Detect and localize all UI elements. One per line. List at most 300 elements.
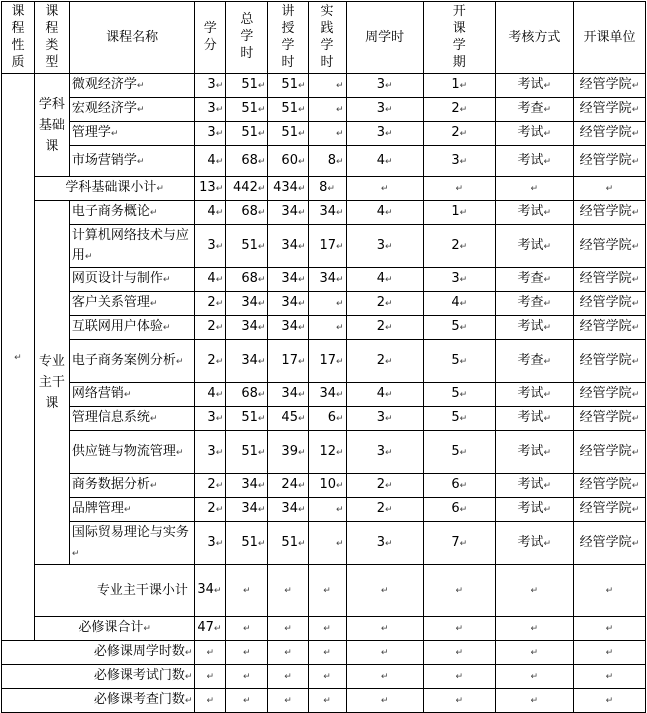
course-name-text: 供应链与物流管理: [71, 443, 176, 459]
credits-cell: [195, 522, 226, 565]
assessment-cell-text: 考试: [517, 152, 544, 168]
assessment-cell: [495, 98, 573, 122]
paragraph-mark-icon: ↵: [257, 447, 266, 458]
assessment-cell-text: 考试: [517, 410, 544, 425]
department-cell: [573, 340, 645, 383]
paragraph-mark-icon: ↵: [162, 275, 171, 285]
paragraph-mark-icon: ↵: [631, 538, 640, 549]
practice-hours-cell: [308, 498, 346, 522]
paragraph-mark-icon: ↵: [385, 447, 393, 458]
paragraph-mark-icon: ↵: [284, 648, 292, 658]
credits-cell-text: 3: [207, 101, 216, 116]
department-cell-text: 经管学院: [579, 477, 632, 492]
semester-cell-text: 6: [451, 477, 460, 492]
credits-cell: [195, 340, 226, 383]
course-row: [2, 98, 646, 122]
credits-cell-text: 2: [207, 477, 216, 492]
empty-cell: [195, 665, 226, 689]
category-core-text: 专业主干课: [38, 354, 65, 411]
credits-cell-text: 4: [207, 386, 216, 401]
assessment-cell-text: 考试: [517, 125, 544, 140]
paragraph-mark-icon: ↵: [530, 184, 539, 194]
practice-hours-cell-text: 10: [319, 477, 337, 492]
paragraph-mark-icon: ↵: [149, 414, 158, 424]
department-cell: [573, 474, 645, 498]
lecture-hours-cell-text: 51: [281, 77, 298, 92]
paragraph-mark-icon: ↵: [215, 447, 224, 458]
summary-label-text: 必修课考查门数: [93, 692, 185, 707]
lecture-hours-cell: [268, 201, 308, 225]
assessment-cell-text: 考查: [517, 295, 544, 310]
paragraph-mark-icon: ↵: [455, 696, 463, 706]
basic-subtotal-label: [34, 177, 194, 201]
paragraph-mark-icon: ↵: [631, 81, 640, 91]
paragraph-mark-icon: ↵: [455, 648, 463, 658]
empty-cell: [308, 689, 346, 713]
assessment-cell-text: 考试: [517, 77, 544, 92]
paragraph-mark-icon: ↵: [543, 414, 552, 424]
credits-cell: [195, 146, 226, 177]
required-total-credits-text: 47: [197, 620, 214, 635]
nature-cell: [2, 74, 35, 641]
paragraph-mark-icon: ↵: [257, 81, 266, 91]
course-row: [2, 316, 646, 340]
lecture-hours-cell-text: 51: [281, 101, 298, 116]
basic-subtotal-practice-text: 8: [319, 180, 328, 195]
summary-row: [2, 689, 646, 713]
paragraph-mark-icon: ↵: [297, 414, 306, 424]
paragraph-mark-icon: ↵: [336, 447, 344, 458]
paragraph-mark-icon: ↵: [380, 648, 389, 658]
paragraph-mark-icon: ↵: [543, 208, 552, 218]
semester-cell-text: 4: [451, 295, 460, 310]
lecture-hours-cell: [268, 407, 308, 431]
empty-cell: [495, 689, 573, 713]
empty-cell: [226, 641, 268, 665]
empty-cell: [423, 689, 495, 713]
weekly-hours-cell: [346, 122, 423, 146]
total-hours-cell-text: 34: [241, 319, 258, 334]
paragraph-mark-icon: ↵: [206, 696, 215, 706]
total-hours-cell: [226, 98, 268, 122]
department-cell: [573, 122, 645, 146]
paragraph-mark-icon: ↵: [605, 696, 614, 706]
paragraph-mark-icon: ↵: [323, 624, 331, 634]
department-cell-text: 经管学院: [579, 237, 632, 253]
credits-cell: [195, 316, 226, 340]
practice-hours-cell-text: 8: [327, 152, 337, 168]
semester-cell: [423, 122, 495, 146]
paragraph-mark-icon: ↵: [385, 356, 393, 367]
empty-cell: [268, 641, 308, 665]
total-hours-cell-text: 51: [241, 77, 258, 92]
course-name-text: 网页设计与制作: [71, 271, 163, 286]
credits-cell-text: 2: [207, 319, 216, 334]
semester-cell-text: 2: [451, 101, 460, 116]
core-subtotal-credits-text: 34: [197, 582, 214, 597]
lecture-hours-cell: [268, 340, 308, 383]
total-hours-cell: [226, 474, 268, 498]
department-cell: [573, 522, 645, 565]
credits-cell: [195, 122, 226, 146]
weekly-hours-cell-text: 3: [376, 101, 386, 116]
paragraph-mark-icon: ↵: [543, 481, 552, 491]
empty-cell: [226, 617, 268, 641]
semester-cell: [423, 292, 495, 316]
weekly-hours-cell-text: 2: [376, 352, 386, 368]
department-cell-text: 经管学院: [579, 443, 632, 459]
paragraph-mark-icon: ↵: [215, 129, 224, 139]
paragraph-mark-icon: ↵: [297, 505, 306, 515]
paragraph-mark-icon: ↵: [543, 241, 552, 252]
paragraph-mark-icon: ↵: [215, 481, 224, 491]
paragraph-mark-icon: ↵: [631, 299, 640, 309]
total-hours-cell-text: 51: [241, 101, 258, 116]
summary-row: [2, 665, 646, 689]
paragraph-mark-icon: ↵: [459, 156, 468, 167]
practice-hours-cell: [308, 383, 346, 407]
paragraph-mark-icon: ↵: [459, 390, 468, 400]
weekly-hours-cell-text: 3: [376, 237, 386, 253]
assessment-cell: [495, 498, 573, 522]
department-cell: [573, 268, 645, 292]
header-department: 开课单位: [573, 2, 645, 74]
weekly-hours-cell: [346, 225, 423, 268]
course-name-text: 品牌管理: [71, 501, 124, 516]
empty-cell: [495, 565, 573, 617]
paragraph-mark-icon: ↵: [459, 414, 468, 424]
lecture-hours-cell: [268, 522, 308, 565]
lecture-hours-cell-text: 17: [281, 352, 298, 368]
paragraph-mark-icon: ↵: [257, 323, 266, 333]
course-row: [2, 292, 646, 316]
paragraph-mark-icon: ↵: [257, 481, 266, 491]
weekly-hours-cell: [346, 522, 423, 565]
semester-cell-text: 2: [451, 237, 460, 253]
empty-cell: [495, 177, 573, 201]
weekly-hours-cell-text: 2: [376, 477, 386, 492]
assessment-cell: [495, 522, 573, 565]
paragraph-mark-icon: ↵: [530, 696, 539, 706]
department-cell-text: 经管学院: [579, 271, 632, 286]
course-row: [2, 74, 646, 98]
paragraph-mark-icon: ↵: [215, 184, 224, 194]
course-row: [2, 122, 646, 146]
paragraph-mark-icon: ↵: [215, 390, 224, 400]
credits-cell-text: 2: [207, 352, 216, 368]
semester-cell: [423, 522, 495, 565]
course-name: [69, 474, 195, 498]
empty-cell: [195, 641, 226, 665]
paragraph-mark-icon: ↵: [605, 624, 614, 634]
course-name-text: 互联网用户体验: [71, 319, 163, 334]
weekly-hours-cell: [346, 98, 423, 122]
assessment-cell-text: 考试: [517, 501, 544, 516]
weekly-hours-cell-text: 4: [376, 152, 386, 168]
paragraph-mark-icon: ↵: [136, 105, 145, 115]
paragraph-mark-icon: ↵: [336, 129, 344, 139]
total-hours-cell: [226, 431, 268, 474]
weekly-hours-cell-text: 2: [376, 319, 386, 334]
assessment-cell: [495, 225, 573, 268]
empty-cell: [346, 665, 423, 689]
paragraph-mark-icon: ↵: [459, 447, 468, 458]
paragraph-mark-icon: ↵: [243, 696, 251, 706]
empty-cell: [495, 665, 573, 689]
paragraph-mark-icon: ↵: [631, 481, 640, 491]
assessment-cell-text: 考试: [517, 443, 544, 459]
lecture-hours-cell: [268, 316, 308, 340]
assessment-cell: [495, 74, 573, 98]
course-row: [2, 474, 646, 498]
course-name-text: 电子商务案例分析: [71, 352, 176, 368]
course-name-text: 市场营销学: [71, 152, 137, 168]
paragraph-mark-icon: ↵: [297, 275, 306, 285]
empty-cell: [573, 177, 645, 201]
course-name: [69, 292, 195, 316]
course-row: [2, 498, 646, 522]
semester-cell-text: 6: [451, 501, 460, 516]
paragraph-mark-icon: ↵: [380, 672, 389, 682]
practice-hours-cell-text: 17: [319, 237, 337, 253]
assessment-cell: [495, 474, 573, 498]
paragraph-mark-icon: ↵: [336, 390, 344, 400]
paragraph-mark-icon: ↵: [631, 447, 640, 458]
paragraph-mark-icon: ↵: [605, 586, 614, 596]
required-total-credits: [195, 617, 226, 641]
total-hours-cell-text: 34: [241, 501, 258, 516]
course-row: [2, 383, 646, 407]
department-cell-text: 经管学院: [579, 204, 632, 219]
core-subtotal-row: [2, 565, 646, 617]
department-cell-text: 经管学院: [579, 295, 632, 310]
weekly-hours-cell-text: 4: [376, 386, 386, 401]
paragraph-mark-icon: ↵: [631, 356, 640, 367]
paragraph-mark-icon: ↵: [631, 275, 640, 285]
department-cell-text: 经管学院: [579, 125, 632, 140]
department-cell-text: 经管学院: [579, 77, 632, 92]
assessment-cell: [495, 407, 573, 431]
semester-cell-text: 3: [451, 152, 460, 168]
practice-hours-cell: [308, 340, 346, 383]
course-name: [69, 407, 195, 431]
paragraph-mark-icon: ↵: [257, 414, 266, 424]
paragraph-mark-icon: ↵: [385, 156, 393, 167]
empty-cell: [268, 689, 308, 713]
lecture-hours-cell-text: 34: [281, 237, 298, 253]
weekly-hours-cell: [346, 498, 423, 522]
course-name: [69, 201, 195, 225]
weekly-hours-cell: [346, 474, 423, 498]
assessment-cell-text: 考试: [517, 386, 544, 401]
total-hours-cell: [226, 268, 268, 292]
lecture-hours-cell: [268, 225, 308, 268]
course-row: [2, 268, 646, 292]
lecture-hours-cell-text: 45: [281, 410, 298, 425]
header-credits: 学分: [195, 2, 226, 74]
paragraph-mark-icon: ↵: [257, 105, 266, 115]
total-hours-cell-text: 68: [241, 204, 258, 219]
credits-cell: [195, 474, 226, 498]
department-cell: [573, 316, 645, 340]
paragraph-mark-icon: ↵: [297, 81, 306, 91]
weekly-hours-cell-text: 3: [376, 77, 386, 92]
course-row: [2, 407, 646, 431]
total-hours-cell: [226, 201, 268, 225]
empty-cell: [268, 565, 308, 617]
department-cell-text: 经管学院: [579, 386, 632, 401]
paragraph-mark-icon: ↵: [297, 390, 306, 400]
paragraph-mark-icon: ↵: [385, 105, 393, 115]
header-category: 课程类型: [34, 2, 69, 74]
paragraph-mark-icon: ↵: [297, 208, 306, 218]
total-hours-cell: [226, 522, 268, 565]
total-hours-cell-text: 68: [241, 386, 258, 401]
course-name-text: 宏观经济学: [71, 101, 137, 116]
paragraph-mark-icon: ↵: [455, 624, 463, 634]
paragraph-mark-icon: ↵: [385, 481, 393, 491]
course-row: [2, 201, 646, 225]
paragraph-mark-icon: ↵: [459, 105, 468, 115]
basic-subtotal-total-text: 442: [233, 180, 258, 195]
summary-label-text: 必修课考试门数: [93, 668, 185, 683]
paragraph-mark-icon: ↵: [631, 505, 640, 515]
paragraph-mark-icon: ↵: [184, 648, 193, 658]
core-subtotal-credits: [195, 565, 226, 617]
semester-cell-text: 1: [451, 204, 460, 219]
paragraph-mark-icon: ↵: [257, 390, 266, 400]
practice-hours-cell: [308, 474, 346, 498]
paragraph-mark-icon: ↵: [323, 648, 331, 658]
department-cell-text: 经管学院: [579, 319, 632, 334]
basic-subtotal-row: [2, 177, 646, 201]
paragraph-mark-icon: ↵: [284, 696, 292, 706]
paragraph-mark-icon: ↵: [455, 586, 463, 596]
paragraph-mark-icon: ↵: [297, 481, 306, 491]
paragraph-mark-icon: ↵: [336, 208, 344, 218]
paragraph-mark-icon: ↵: [14, 352, 22, 363]
credits-cell-text: 3: [207, 125, 216, 140]
course-name: [69, 316, 195, 340]
paragraph-mark-icon: ↵: [297, 447, 306, 458]
course-name-text: 国际贸易理论与实务: [71, 524, 189, 540]
paragraph-mark-icon: ↵: [336, 299, 344, 309]
empty-cell: [308, 641, 346, 665]
lecture-hours-cell-text: 60: [281, 152, 298, 168]
paragraph-mark-icon: ↵: [530, 648, 539, 658]
weekly-hours-cell-text: 3: [376, 125, 386, 140]
basic-subtotal-label-text: 学科基础课小计: [65, 180, 157, 195]
paragraph-mark-icon: ↵: [543, 505, 552, 515]
paragraph-mark-icon: ↵: [605, 184, 614, 194]
semester-cell-text: 5: [451, 386, 460, 401]
paragraph-mark-icon: ↵: [257, 208, 266, 218]
course-row: [2, 431, 646, 474]
empty-cell: [346, 177, 423, 201]
paragraph-mark-icon: ↵: [136, 156, 145, 167]
basic-subtotal-credits-text: 13: [199, 180, 216, 195]
paragraph-mark-icon: ↵: [530, 586, 539, 596]
semester-cell: [423, 225, 495, 268]
paragraph-mark-icon: ↵: [156, 184, 164, 194]
total-hours-cell: [226, 498, 268, 522]
paragraph-mark-icon: ↵: [385, 241, 393, 252]
paragraph-mark-icon: ↵: [459, 356, 468, 367]
total-hours-cell: [226, 316, 268, 340]
paragraph-mark-icon: ↵: [543, 299, 552, 309]
empty-cell: [423, 641, 495, 665]
paragraph-mark-icon: ↵: [297, 241, 306, 252]
paragraph-mark-icon: ↵: [162, 323, 171, 333]
header-weekly-hours: 周学时: [346, 2, 423, 74]
paragraph-mark-icon: ↵: [243, 648, 251, 658]
department-cell-text: 经管学院: [579, 152, 632, 168]
category-basic-text: 学科基础课: [38, 96, 65, 154]
paragraph-mark-icon: ↵: [323, 672, 331, 682]
paragraph-mark-icon: ↵: [206, 672, 215, 682]
total-hours-cell-text: 51: [241, 125, 258, 140]
basic-subtotal-lecture: [268, 177, 308, 201]
paragraph-mark-icon: ↵: [543, 356, 552, 367]
category-core: [34, 201, 69, 565]
paragraph-mark-icon: ↵: [215, 105, 224, 115]
course-name: [69, 268, 195, 292]
paragraph-mark-icon: ↵: [297, 105, 306, 115]
paragraph-mark-icon: ↵: [385, 414, 393, 424]
paragraph-mark-icon: ↵: [257, 538, 266, 549]
summary-label-text: 必修课周学时数: [93, 644, 185, 659]
assessment-cell-text: 考试: [517, 477, 544, 492]
credits-cell: [195, 201, 226, 225]
empty-cell: [423, 617, 495, 641]
header-assessment: 考核方式: [495, 2, 573, 74]
paragraph-mark-icon: ↵: [459, 208, 468, 218]
credits-cell: [195, 407, 226, 431]
paragraph-mark-icon: ↵: [605, 672, 614, 682]
paragraph-mark-icon: ↵: [215, 81, 224, 91]
lecture-hours-cell: [268, 268, 308, 292]
paragraph-mark-icon: ↵: [215, 275, 224, 285]
paragraph-mark-icon: ↵: [385, 208, 393, 218]
department-cell: [573, 146, 645, 177]
practice-hours-cell: [308, 431, 346, 474]
paragraph-mark-icon: ↵: [543, 81, 552, 91]
paragraph-mark-icon: ↵: [385, 129, 393, 139]
paragraph-mark-icon: ↵: [459, 81, 468, 91]
paragraph-mark-icon: ↵: [530, 672, 539, 682]
paragraph-mark-icon: ↵: [123, 390, 132, 400]
paragraph-mark-icon: ↵: [175, 447, 184, 458]
lecture-hours-cell: [268, 146, 308, 177]
empty-cell: [495, 641, 573, 665]
course-row: [2, 146, 646, 177]
practice-hours-cell: [308, 268, 346, 292]
weekly-hours-cell-text: 4: [376, 204, 386, 219]
paragraph-mark-icon: ↵: [149, 481, 158, 491]
paragraph-mark-icon: ↵: [336, 81, 344, 91]
empty-cell: [573, 565, 645, 617]
paragraph-mark-icon: ↵: [323, 696, 331, 706]
course-name-text: 管理信息系统: [71, 410, 150, 425]
course-name-text: 管理学: [71, 125, 111, 140]
paragraph-mark-icon: ↵: [459, 505, 468, 515]
empty-cell: [423, 565, 495, 617]
course-row: [2, 340, 646, 383]
assessment-cell: [495, 122, 573, 146]
practice-hours-cell: [308, 316, 346, 340]
credits-cell-text: 4: [207, 152, 216, 168]
paragraph-mark-icon: ↵: [297, 538, 306, 549]
